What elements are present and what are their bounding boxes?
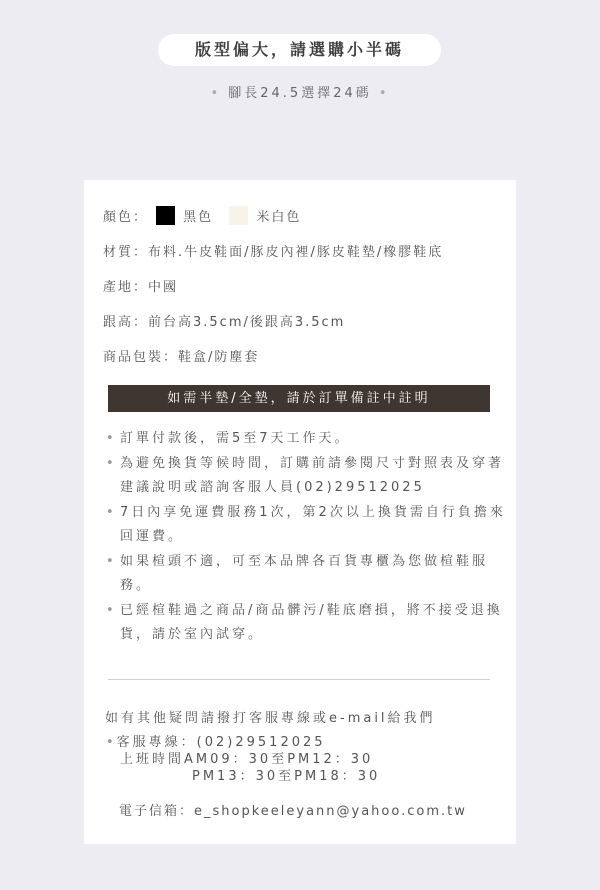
insole-note-banner: 如需半墊/全墊，請於訂單備註中註明 — [108, 385, 490, 412]
color-ivory-label: 米白色 — [256, 210, 302, 225]
note-item: • 如果楦頭不適，可至本品牌各百貨專櫃為您做楦鞋服務。 — [106, 550, 506, 599]
color-row — [103, 206, 301, 225]
size-note-text: 腳長24.5選擇24碼 — [228, 86, 372, 101]
color-black-label: 黑色 — [183, 210, 214, 225]
email-line: 電子信箱：e_shopkeeleyann@yahoo.com.tw — [119, 804, 467, 819]
packaging-row: 商品包裝：鞋盒/防塵套 — [103, 350, 260, 365]
phone-text: 客服專線：(02)29512025 — [116, 735, 326, 750]
ivory-swatch — [229, 206, 248, 225]
contact-intro: 如有其他疑問請撥打客服專線或e-mail給我們 — [105, 711, 436, 726]
notes-list — [106, 427, 506, 648]
hours-line-2: PM13：30至PM18：30 — [192, 769, 381, 784]
hours-line-1: 上班時間AM09：30至PM12：30 — [120, 752, 374, 767]
black-swatch — [156, 206, 175, 225]
product-info-card — [84, 180, 516, 844]
header-title-pill — [158, 34, 441, 66]
note-item: • 為避免換貨等候時間，訂購前請參閱尺寸對照表及穿著建議說明或諮詢客服人員(02)29512025 — [106, 452, 506, 501]
note-item: • 訂單付款後，需5至7天工作天。 — [106, 427, 506, 452]
header-title: 版型偏大，請選購小半碼 — [194, 40, 404, 59]
phone-line — [106, 734, 506, 751]
section-divider — [108, 679, 490, 680]
bullet-dot-icon: • — [210, 86, 222, 101]
origin-row: 產地：中國 — [103, 280, 179, 295]
material-row: 材質：布料.牛皮鞋面/豚皮內裡/豚皮鞋墊/橡膠鞋底 — [103, 245, 444, 260]
bullet-dot-icon: • — [378, 86, 390, 101]
color-label: 顏色： — [103, 210, 149, 225]
note-item: • 7日內享免運費服務1次，第2次以上換貨需自行負擔來回運費。 — [106, 501, 506, 550]
heel-height-row: 跟高：前台高3.5cm/後跟高3.5cm — [103, 315, 346, 330]
size-note — [0, 82, 600, 101]
contact-details — [106, 734, 506, 785]
bullet-dot-icon: • — [106, 735, 117, 750]
note-item: • 已經楦鞋過之商品/商品髒污/鞋底磨損，將不接受退換貨，請於室內試穿。 — [106, 599, 506, 648]
